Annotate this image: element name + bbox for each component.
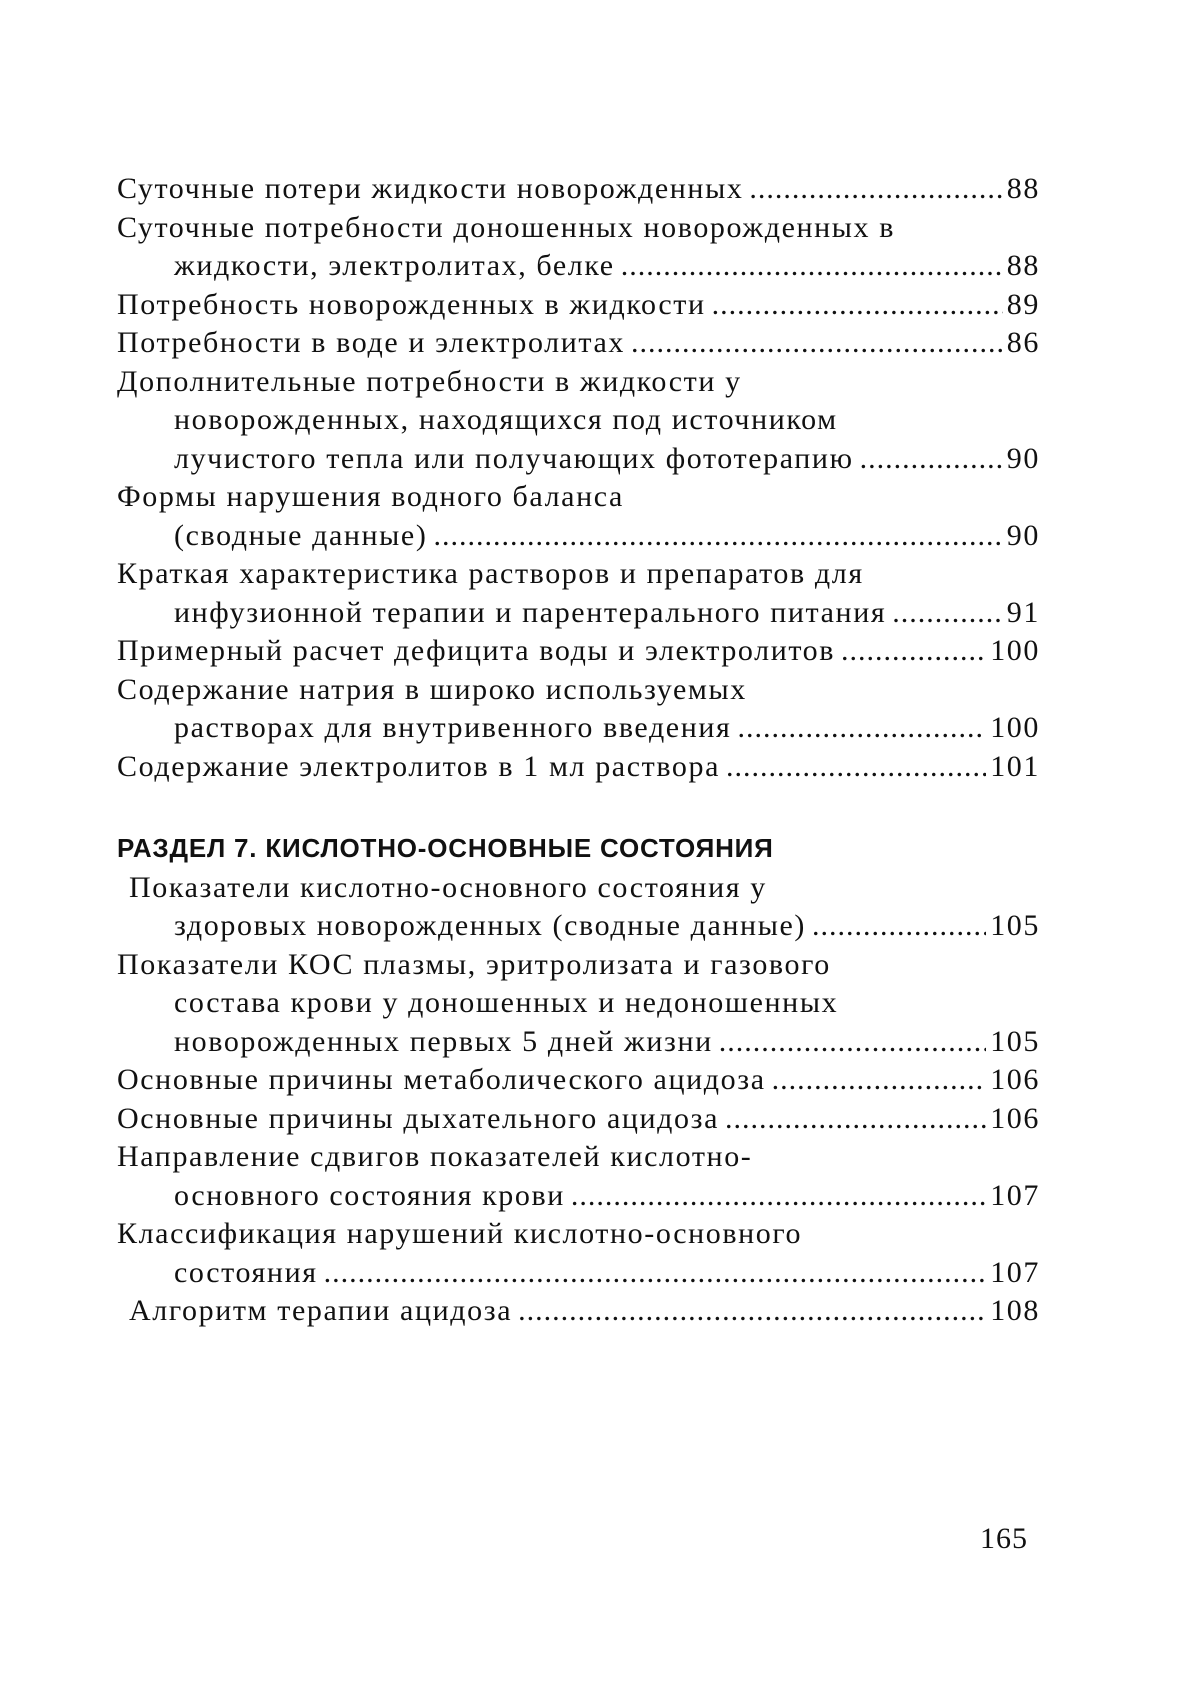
toc-entry-title: здоровых новорожденных (сводные данные) bbox=[174, 909, 806, 942]
toc-entry-title: лучистого тепла или получающих фототерапию bbox=[174, 441, 854, 475]
dot-leader bbox=[518, 1292, 986, 1331]
dot-leader bbox=[892, 594, 1003, 633]
dot-leader bbox=[719, 1023, 986, 1062]
toc-entry-line bbox=[117, 869, 1040, 908]
toc-entry-page: 108 bbox=[990, 1294, 1040, 1327]
toc-page bbox=[117, 170, 1040, 1331]
toc-entry-page: 90 bbox=[1006, 518, 1040, 552]
toc-entry-line bbox=[117, 946, 1040, 985]
toc-entry-page: 107 bbox=[990, 1178, 1040, 1212]
toc-entry-title: новорожденных, находящихся под источником bbox=[174, 403, 838, 436]
toc-entry-title: Содержание натрия в широко используемых bbox=[117, 672, 747, 706]
toc-entry-line bbox=[117, 1215, 1040, 1254]
toc-entry-page: 105 bbox=[990, 909, 1040, 942]
toc-entry-page: 106 bbox=[990, 1101, 1040, 1135]
toc-entry-page: 101 bbox=[990, 749, 1040, 783]
dot-leader bbox=[726, 748, 986, 787]
dot-leader bbox=[841, 632, 986, 671]
section-gap bbox=[117, 786, 1040, 830]
toc-entry-line bbox=[117, 170, 1040, 209]
dot-leader bbox=[860, 440, 1003, 479]
toc-entry-line bbox=[117, 671, 1040, 710]
toc-entry-page: 89 bbox=[1006, 287, 1040, 321]
toc-entry-line bbox=[117, 709, 1040, 748]
toc-entry-page: 100 bbox=[990, 634, 1040, 667]
toc-entry-line bbox=[117, 247, 1040, 286]
toc-entry-line bbox=[117, 324, 1040, 363]
toc-entry-title: Основные причины дыхательного ацидоза bbox=[117, 1101, 719, 1135]
toc-entry-title: Дополнительные потребности в жидкости у bbox=[117, 364, 742, 398]
dot-leader bbox=[725, 1100, 986, 1139]
toc-entry-line bbox=[117, 440, 1040, 479]
toc-entry-page: 106 bbox=[990, 1063, 1040, 1096]
toc-entry-line bbox=[117, 209, 1040, 248]
dot-leader bbox=[812, 907, 986, 946]
toc-entry-line bbox=[117, 1100, 1040, 1139]
toc-entry-page: 88 bbox=[1006, 172, 1040, 205]
toc-entry-title: инфузионной терапии и парентерального питания bbox=[174, 595, 887, 629]
toc-list-section7 bbox=[117, 869, 1040, 1331]
toc-entry-line bbox=[117, 748, 1040, 787]
toc-entry-title: Потребности в воде и электролитах bbox=[117, 326, 625, 359]
toc-entry-page: 107 bbox=[990, 1255, 1040, 1289]
toc-entry-title: Показатели кислотно-основного состояния у bbox=[129, 870, 767, 904]
dot-leader bbox=[631, 324, 1003, 363]
dot-leader bbox=[571, 1177, 986, 1216]
dot-leader bbox=[749, 170, 1002, 209]
toc-entry-title: Направление сдвигов показателей кислотно- bbox=[117, 1140, 753, 1173]
toc-entry-line bbox=[117, 363, 1040, 402]
toc-entry-line bbox=[117, 478, 1040, 517]
toc-entry-title: Краткая характеристика растворов и препаратов для bbox=[117, 557, 864, 590]
toc-entry-line bbox=[117, 594, 1040, 633]
toc-entry-page: 90 bbox=[1006, 441, 1040, 475]
toc-entry-page: 100 bbox=[990, 711, 1040, 744]
toc-entry-title: Алгоритм терапии ацидоза bbox=[129, 1294, 513, 1327]
toc-entry-line bbox=[117, 401, 1040, 440]
toc-entry-title: Показатели КОС плазмы, эритролизата и газового bbox=[117, 947, 831, 981]
toc-entry-line bbox=[117, 1023, 1040, 1062]
toc-entry-page: 105 bbox=[990, 1024, 1040, 1058]
toc-entry-title: жидкости, электролитах, белке bbox=[174, 249, 615, 282]
toc-list-part1 bbox=[117, 170, 1040, 786]
toc-entry-title: основного состояния крови bbox=[174, 1178, 565, 1212]
dot-leader bbox=[772, 1061, 987, 1100]
toc-entry-line bbox=[117, 1177, 1040, 1216]
dot-leader bbox=[433, 517, 1002, 556]
dot-leader bbox=[712, 286, 1003, 325]
toc-entry-line bbox=[117, 286, 1040, 325]
toc-entry-title: новорожденных первых 5 дней жизни bbox=[174, 1024, 713, 1058]
dot-leader bbox=[324, 1254, 987, 1293]
toc-entry-title: Классификация нарушений кислотно-основного bbox=[117, 1217, 803, 1250]
toc-entry-title: состояния bbox=[174, 1255, 318, 1289]
toc-entry-page: 88 bbox=[1006, 249, 1040, 282]
dot-leader bbox=[737, 709, 986, 748]
toc-entry-title: состава крови у доношенных и недоношенных bbox=[174, 986, 839, 1019]
toc-entry-title: Формы нарушения водного баланса bbox=[117, 480, 624, 513]
toc-entry-page: 86 bbox=[1006, 326, 1040, 359]
toc-entry-title: Потребность новорожденных в жидкости bbox=[117, 287, 706, 321]
toc-entry-line bbox=[117, 632, 1040, 671]
toc-entry-line bbox=[117, 1061, 1040, 1100]
section-heading: РАЗДЕЛ 7. КИСЛОТНО-ОСНОВНЫЕ СОСТОЯНИЯ bbox=[117, 833, 774, 863]
toc-entry-line bbox=[117, 1254, 1040, 1293]
dot-leader bbox=[621, 247, 1003, 286]
toc-entry-title: растворах для внутривенного введения bbox=[174, 711, 732, 744]
toc-entry-title: Основные причины метаболического ацидоза bbox=[117, 1063, 766, 1096]
toc-entry-line bbox=[117, 1292, 1040, 1331]
toc-entry-line bbox=[117, 907, 1040, 946]
toc-entry-title: Суточные потери жидкости новорожденных bbox=[117, 172, 744, 205]
toc-entry-line bbox=[117, 1138, 1040, 1177]
toc-entry-page: 91 bbox=[1006, 595, 1040, 629]
toc-entry-title: Содержание электролитов в 1 мл раствора bbox=[117, 749, 721, 783]
toc-entry-title: (сводные данные) bbox=[174, 518, 428, 552]
toc-entry-line bbox=[117, 984, 1040, 1023]
page-number: 165 bbox=[980, 1522, 1028, 1555]
toc-entry-title: Примерный расчет дефицита воды и электролитов bbox=[117, 634, 836, 667]
toc-entry-line bbox=[117, 517, 1040, 556]
toc-entry-line bbox=[117, 555, 1040, 594]
toc-entry-title: Суточные потребности доношенных новорожденных в bbox=[117, 210, 896, 244]
